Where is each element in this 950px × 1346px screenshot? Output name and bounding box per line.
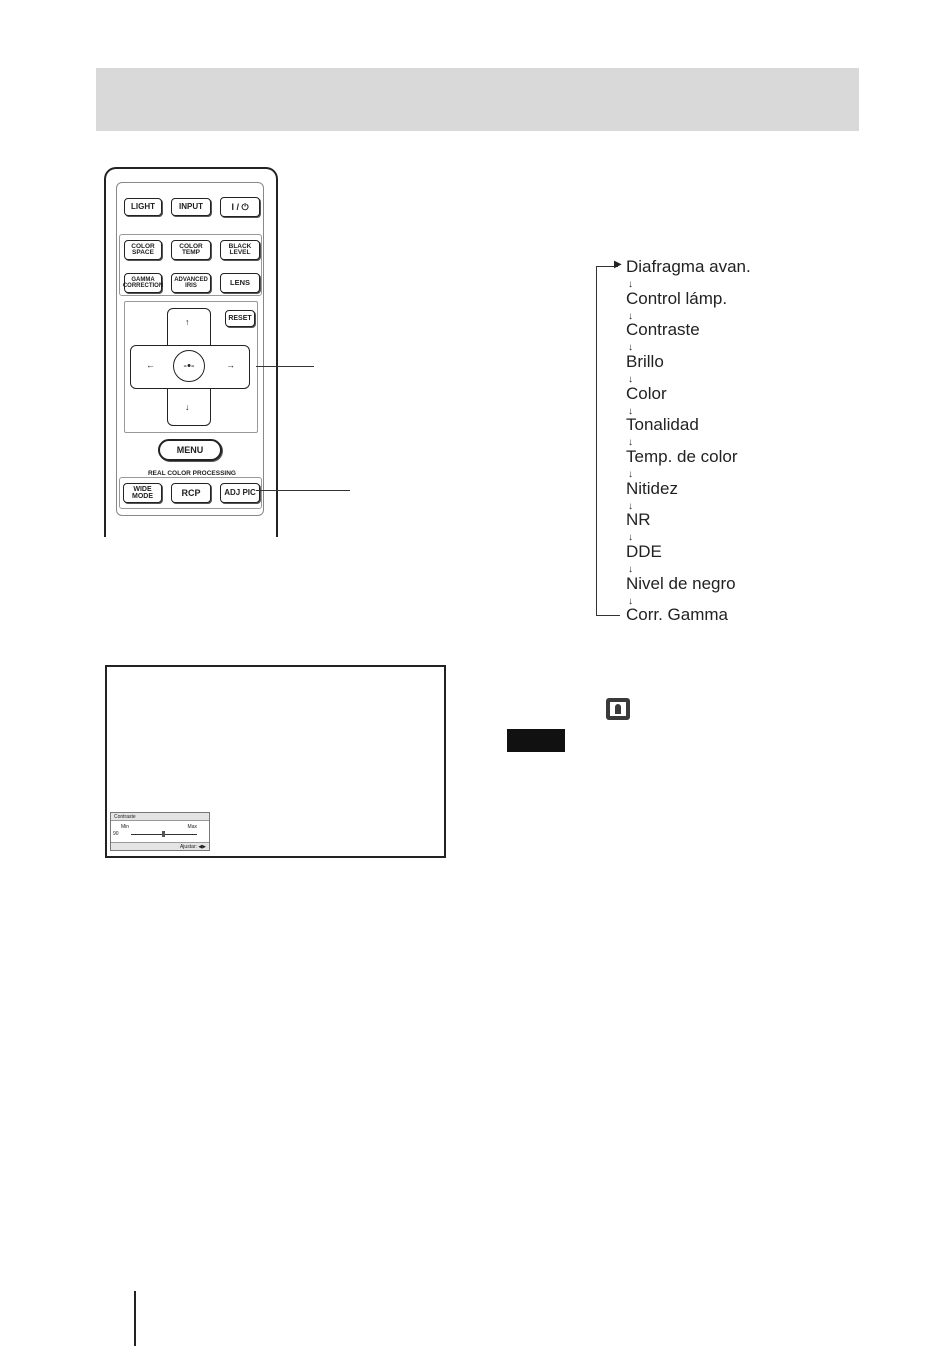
osd-max-label: Max [187, 824, 197, 830]
light-button[interactable]: LIGHT [124, 198, 162, 216]
arrow-right-icon[interactable]: → [226, 360, 235, 370]
color-space-button[interactable]: COLOR SPACE [124, 240, 162, 260]
flow-item: Diafragma avan. [626, 257, 751, 276]
arrow-up-icon[interactable]: ↑ [185, 317, 190, 327]
loop-bottom-line [596, 615, 620, 616]
rcp-button[interactable]: RCP [171, 483, 211, 503]
color-temp-button[interactable]: COLOR TEMP [171, 240, 211, 260]
wide-mode-button[interactable]: WIDE MODE [123, 483, 162, 503]
note-label-block [507, 729, 565, 752]
section-header-bar [96, 68, 859, 131]
callout-line-adj-pic [256, 490, 350, 491]
loop-return-line [596, 266, 597, 615]
picture-menu-icon [606, 698, 630, 720]
flow-arrow-icon: ↓ [628, 469, 633, 480]
flow-arrow-icon: ↓ [628, 406, 633, 417]
adj-pic-button[interactable]: ADJ PIC [220, 483, 260, 503]
flow-arrow-icon: ↓ [628, 532, 633, 543]
arrow-left-icon[interactable]: ← [146, 360, 155, 370]
flow-arrow-icon: ↓ [628, 342, 633, 353]
osd-value: 90 [113, 831, 119, 837]
lens-button[interactable]: LENS [220, 273, 260, 293]
flow-item: Contraste [626, 320, 700, 339]
flow-item: NR [626, 510, 651, 529]
gamma-correction-button[interactable]: GAMMA CORRECTION [124, 273, 162, 293]
loop-arrow-icon: ▶ [614, 259, 622, 270]
flow-item: Nivel de negro [626, 574, 736, 593]
osd-adjust-panel [110, 812, 210, 851]
rcp-group-label: REAL COLOR PROCESSING [147, 470, 236, 477]
osd-slider-knob[interactable] [162, 831, 165, 837]
menu-button[interactable]: MENU [158, 439, 222, 461]
flow-item: Nitidez [626, 479, 678, 498]
flow-item: Temp. de color [626, 447, 738, 466]
reset-button[interactable]: RESET [225, 310, 255, 327]
flow-item: Tonalidad [626, 415, 699, 434]
flow-item: Color [626, 384, 667, 403]
input-button[interactable]: INPUT [171, 198, 211, 216]
black-level-button[interactable]: BLACK LEVEL [220, 240, 260, 260]
enter-button[interactable] [173, 350, 205, 382]
flow-item: Corr. Gamma [626, 605, 729, 624]
flow-item: Control lámp. [626, 289, 728, 308]
osd-footer: Ajustar: ◀▶ [111, 842, 209, 850]
flow-arrow-icon: ↓ [628, 311, 633, 322]
flow-arrow-icon: ↓ [628, 437, 633, 448]
power-button[interactable]: I / ⏻ [220, 197, 260, 217]
osd-title: Contraste [111, 813, 209, 821]
flow-item: DDE [626, 542, 662, 561]
arrow-down-icon[interactable]: ↓ [185, 402, 190, 412]
flow-arrow-icon: ↓ [628, 279, 633, 290]
page-margin-rule [134, 1291, 136, 1346]
osd-min-label: Min [121, 824, 130, 830]
enter-icon: -•- [183, 360, 195, 372]
flow-arrow-icon: ↓ [628, 564, 633, 575]
advanced-iris-button[interactable]: ADVANCED IRIS [171, 273, 211, 293]
flow-arrow-icon: ↓ [628, 501, 633, 512]
flow-arrow-icon: ↓ [628, 596, 633, 607]
callout-line-arrows [256, 366, 314, 367]
flow-item: Brillo [626, 352, 664, 371]
flow-arrow-icon: ↓ [628, 374, 633, 385]
